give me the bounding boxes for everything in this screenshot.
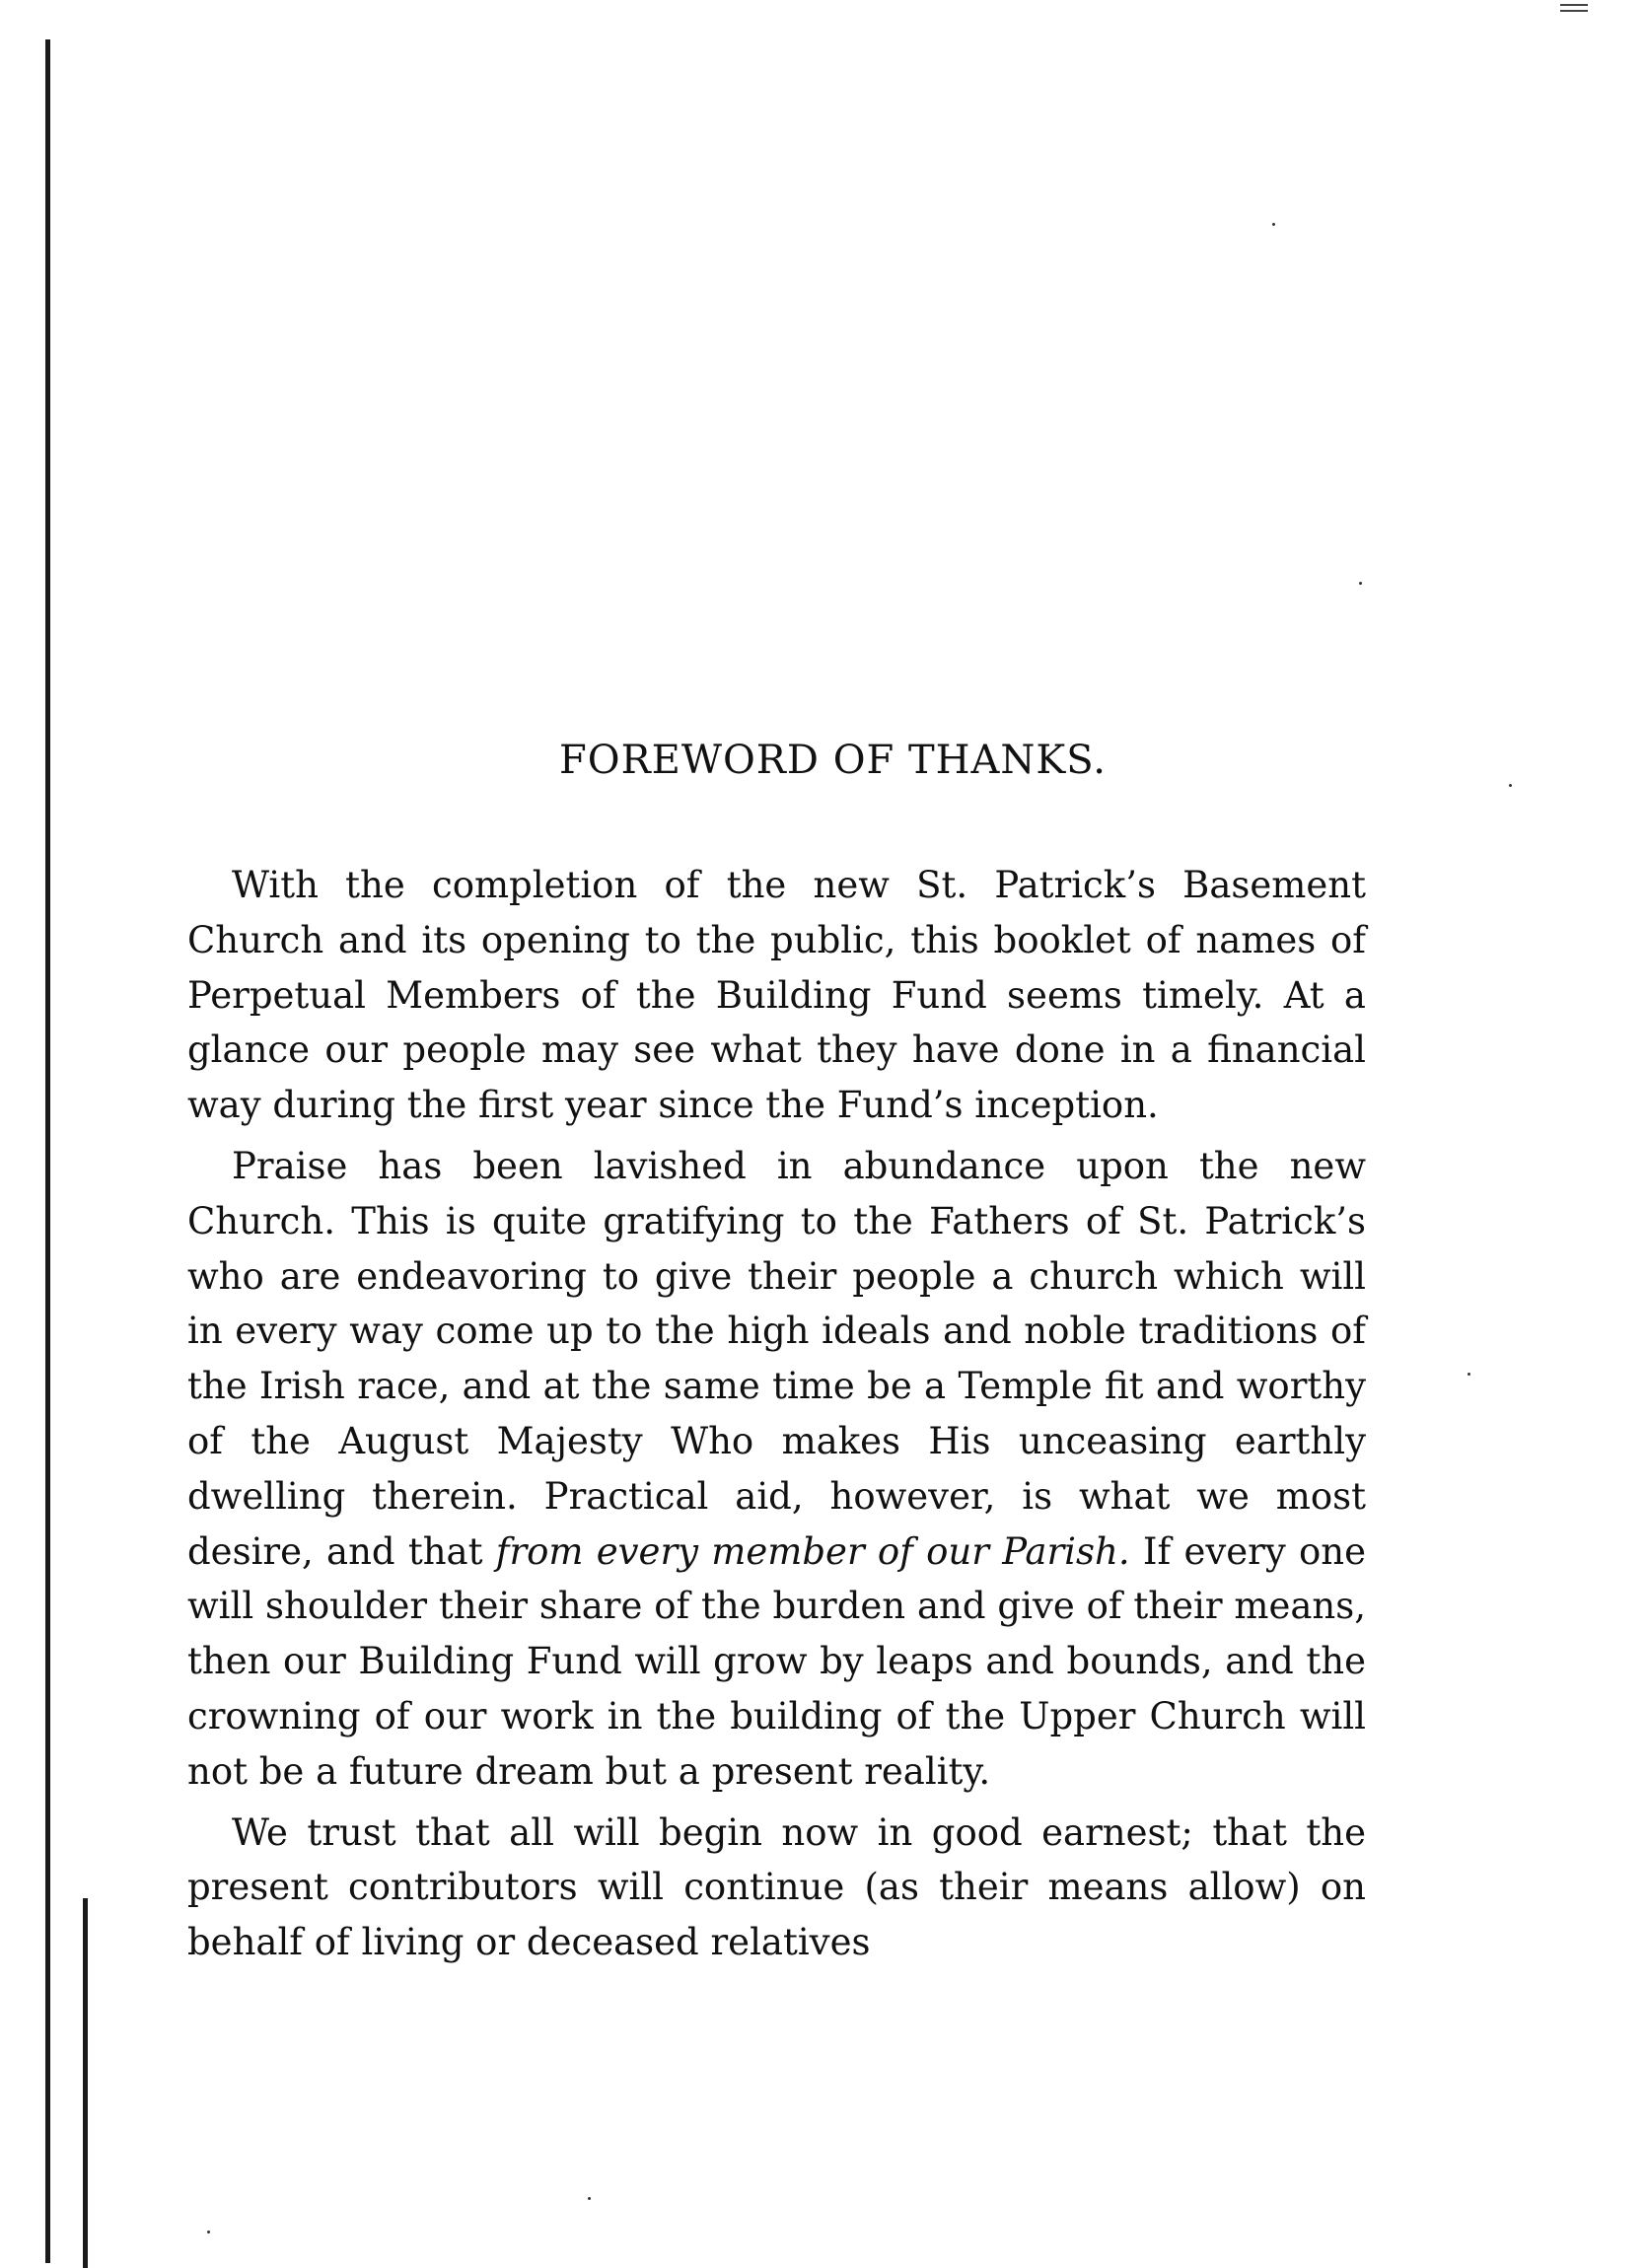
paragraph-text: If every one will shoulder their share of the burden and give of their means, then our Building Fund will grow by leaps and bounds, and the crowning of our work in the building of the Upper Church will not be a future dream but a present reality. <box>187 1529 1367 1793</box>
paragraph-text: Praise has been lavished in abundance upon the new Church. This is quite gratifying to the Fathers of St. Patrick’s who are endeavoring to give their people a church which will in every way come up to the high ideals and noble traditions of the Irish race, and at the same time be a Temple fit and worthy of the August Majesty Who makes His unceasing earthly dwelling therein. Practical aid, however, is what we most desire, and that <box>187 1144 1366 1573</box>
binding-edge <box>45 39 50 2263</box>
ink-speck <box>1272 223 1275 226</box>
ink-speck <box>207 2231 210 2233</box>
paragraph <box>187 1806 1366 1970</box>
ink-speck <box>1359 582 1362 585</box>
paragraph <box>187 858 1366 1133</box>
body-text <box>187 858 1366 1976</box>
ink-speck <box>1509 784 1512 787</box>
ink-speck <box>1467 1373 1470 1376</box>
emphasized-text: from every member of our Parish. <box>495 1529 1130 1573</box>
ink-speck <box>588 2197 591 2200</box>
corner-mark <box>1560 4 1588 6</box>
paragraph-text: With the completion of the new St. Patrick’s Basement Church and its opening to the public, this booklet of names of Perpetual Members of the Building Fund seems timely. At a glance our people may see what they have done in a financial way during the first year since the Fund’s inception. <box>187 864 1366 1127</box>
corner-mark <box>1560 10 1588 12</box>
binding-edge-lower <box>83 1898 88 2268</box>
page-title: FOREWORD OF THANKS. <box>559 738 1107 783</box>
paragraph <box>187 1139 1366 1800</box>
paragraph-text: We trust that all will begin now in good earnest; that the present contributors will continue (as their means allow) on behalf of living or deceased relatives <box>187 1810 1366 1964</box>
